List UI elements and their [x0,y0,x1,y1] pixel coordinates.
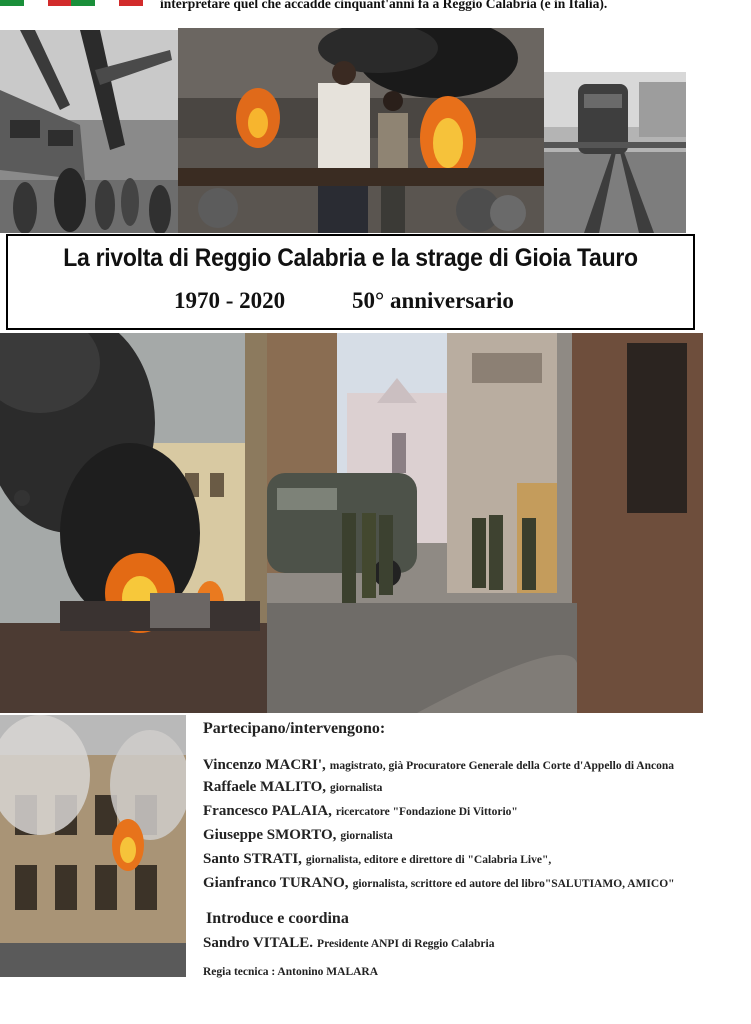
flag-red [119,0,143,6]
participant-role: giornalista, scrittore ed autore del libro"SALUTIAMO, AMICO" [352,878,675,890]
event-years: 1970 - 2020 [174,288,286,313]
photo-train-tracks [544,72,686,233]
participant-name: Francesco PALAIA, [203,803,332,819]
flag-white [95,0,119,6]
anniversary-label: 50° anniversario [352,288,514,313]
event-title: La rivolta di Reggio Calabria e la strage di Gioia Tauro [63,244,638,272]
participant-role: magistrato, già Procuratore Generale della Corte d'Appello di Ancona [329,760,674,772]
participant-name: Santo STRATI, [203,851,302,867]
participant-row [203,826,393,844]
flag-green [0,0,24,6]
flag-white [24,0,48,6]
participant-row [203,756,674,774]
photo-soldiers-street [267,333,703,713]
technical-direction: Regia tecnica : Antonino MALARA [203,966,379,978]
coordination-heading: Introduce e coordina [206,910,349,927]
participant-role: giornalista [340,830,393,842]
title-box [6,234,695,330]
participant-role: giornalista, editore e direttore di "Calabria Live", [305,854,552,866]
participant-role: ricercatore "Fondazione Di Vittorio" [335,806,518,818]
italian-flag-strip [0,0,143,6]
participants-section [203,720,748,978]
photo-street-fire [178,28,544,233]
coordinator-name: Sandro VITALE. [203,935,314,951]
participant-name: Vincenzo MACRI', [203,757,326,773]
photo-burning-barricade [0,333,267,713]
participant-role: giornalista [330,782,383,794]
participant-row [203,802,518,820]
participant-row [203,850,551,868]
photo-burning-building [0,715,186,977]
participants-heading: Partecipano/intervengono: [203,720,386,737]
flag-green [71,0,95,6]
participant-row [203,778,382,796]
participant-name: Raffaele MALITO, [203,779,327,795]
participant-row [203,874,675,892]
participant-name: Gianfranco TURANO, [203,875,349,891]
photo-train-crowd [0,30,178,233]
intro-text: interpretare quel che accadde cinquant'anni fa a Reggio Calabria (e in Italia). [160,0,608,11]
coordinator-row [203,934,494,952]
participant-name: Giuseppe SMORTO, [203,827,337,843]
coordinator-role: Presidente ANPI di Reggio Calabria [317,938,495,950]
flag-red [48,0,72,6]
